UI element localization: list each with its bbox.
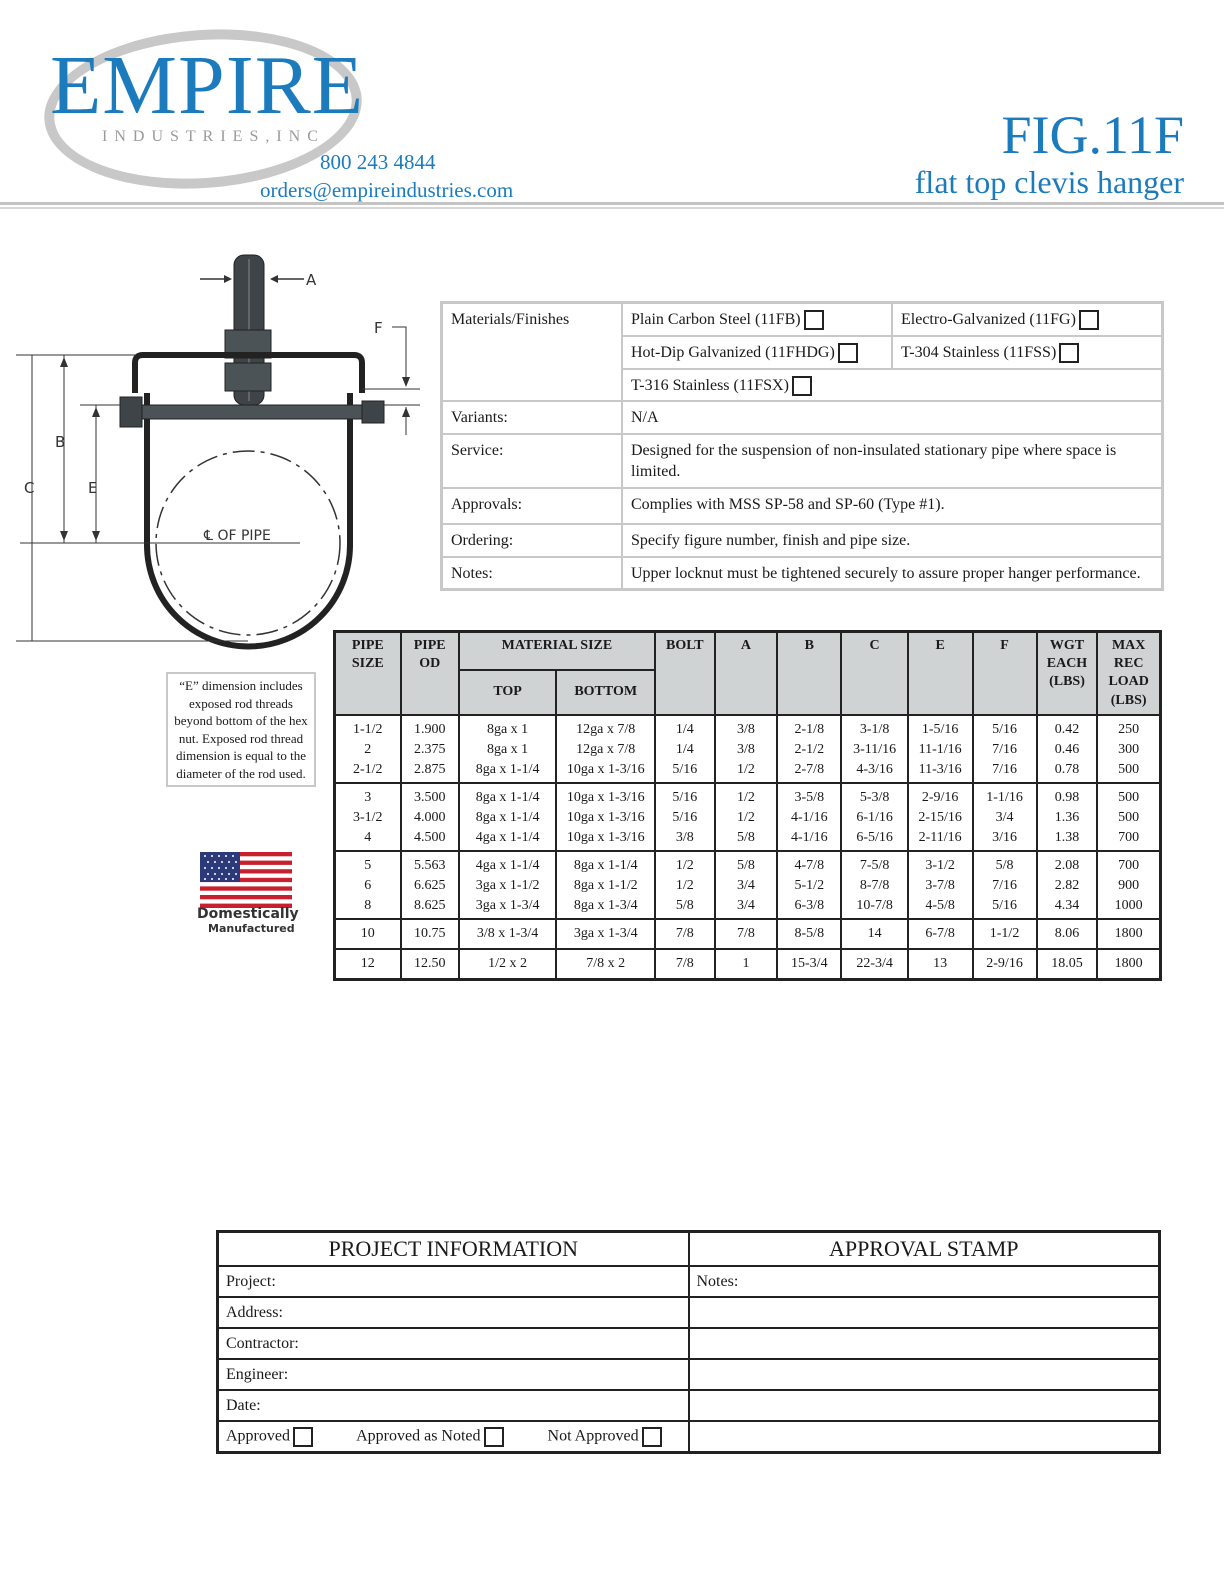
table-cell: 2.82 — [1037, 876, 1098, 896]
hanger-drawing — [0, 215, 440, 655]
table-cell: 12ga x 7/8 — [556, 740, 655, 760]
finish-option[interactable]: Plain Carbon Steel (11FB) — [622, 303, 892, 336]
table-cell: 5/16 — [655, 760, 715, 783]
table-cell: 11-1/16 — [908, 740, 973, 760]
table-cell: 7/8 x 2 — [556, 949, 655, 980]
dim-label-c: C — [24, 479, 35, 497]
table-cell: 8ga x 1-1/4 — [459, 808, 557, 828]
project-info-title: PROJECT INFORMATION — [218, 1232, 689, 1267]
table-cell: 1000 — [1097, 896, 1160, 919]
col-c: C — [841, 632, 907, 715]
table-cell: 2.375 — [401, 740, 459, 760]
col-bottom: BOTTOM — [556, 670, 655, 714]
table-row — [335, 808, 1161, 828]
table-cell: 1.900 — [401, 715, 459, 740]
table-cell: 7/8 — [655, 919, 715, 949]
table-cell: 7-5/8 — [841, 851, 907, 876]
dimensions-table — [333, 630, 1162, 981]
table-cell: 0.46 — [1037, 740, 1098, 760]
table-cell: 10ga x 1-3/16 — [556, 808, 655, 828]
centerline-label: ℄ OF PIPE — [204, 528, 271, 544]
table-cell: 5/16 — [655, 808, 715, 828]
col-b: B — [777, 632, 841, 715]
table-cell: 1800 — [1097, 949, 1160, 980]
table-cell: 4-7/8 — [777, 851, 841, 876]
table-cell: 6 — [335, 876, 401, 896]
table-cell: 500 — [1097, 808, 1160, 828]
approved-label: Approved — [226, 1427, 290, 1445]
table-cell: 2-11/16 — [908, 828, 973, 851]
col-pipe-od: PIPE OD — [401, 632, 459, 715]
table-cell: 7/16 — [973, 740, 1037, 760]
header-divider — [0, 202, 1224, 205]
table-cell: 8 — [335, 896, 401, 919]
date-field[interactable]: Date: — [218, 1390, 689, 1421]
checkbox[interactable] — [792, 376, 812, 396]
table-cell: 10.75 — [401, 919, 459, 949]
table-cell: 700 — [1097, 828, 1160, 851]
table-cell: 8-7/8 — [841, 876, 907, 896]
table-cell: 7/8 — [655, 949, 715, 980]
table-cell: 5/16 — [973, 896, 1037, 919]
table-cell: 1-1/2 — [973, 919, 1037, 949]
service-label: Service: — [442, 434, 623, 488]
table-cell: 6.625 — [401, 876, 459, 896]
not-approved-checkbox[interactable] — [642, 1427, 662, 1447]
table-cell: 8ga x 1-1/4 — [459, 783, 557, 808]
table-cell: 1/2 — [715, 783, 778, 808]
table-cell: 4-1/16 — [777, 828, 841, 851]
stamp-area — [689, 1297, 1160, 1328]
table-cell: 5/8 — [715, 851, 778, 876]
email-link[interactable]: orders@empireindustries.com — [260, 178, 514, 202]
col-f: F — [973, 632, 1037, 715]
table-cell: 8.06 — [1037, 919, 1098, 949]
brand-subtitle: INDUSTRIES,INC — [102, 128, 325, 145]
project-field[interactable]: Project: — [218, 1266, 689, 1297]
table-cell: 3-11/16 — [841, 740, 907, 760]
table-cell: 3ga x 1-3/4 — [459, 896, 557, 919]
table-cell: 3/4 — [715, 876, 778, 896]
table-cell: 3-5/8 — [777, 783, 841, 808]
table-cell: 5/8 — [715, 828, 778, 851]
header-divider-2 — [0, 207, 1224, 209]
table-cell: 5/16 — [655, 783, 715, 808]
table-cell: 8ga x 1 — [459, 715, 557, 740]
table-cell: 2.875 — [401, 760, 459, 783]
table-cell: 1.38 — [1037, 828, 1098, 851]
table-cell: 5-3/8 — [841, 783, 907, 808]
brand-logo: EMPIRE — [50, 39, 365, 132]
table-cell: 2-9/16 — [908, 783, 973, 808]
table-cell: 1-1/2 — [335, 715, 401, 740]
table-cell: 6-3/8 — [777, 896, 841, 919]
table-cell: 8-5/8 — [777, 919, 841, 949]
ordering-label: Ordering: — [442, 524, 623, 557]
table-cell: 10-7/8 — [841, 896, 907, 919]
table-cell: 4ga x 1-1/4 — [459, 851, 557, 876]
notes-field[interactable]: Notes: — [689, 1266, 1160, 1297]
table-cell: 3-1/2 — [908, 851, 973, 876]
dim-label-e: E — [88, 479, 98, 497]
table-cell: 3/16 — [973, 828, 1037, 851]
dimensions-body — [335, 715, 1161, 980]
dim-label-a: A — [306, 271, 317, 289]
table-cell: 1/2 — [655, 876, 715, 896]
checkbox[interactable] — [838, 343, 858, 363]
col-a: A — [715, 632, 778, 715]
table-cell: 3/8 x 1-3/4 — [459, 919, 557, 949]
table-cell: 1/2 — [715, 808, 778, 828]
variants-label: Variants: — [442, 401, 623, 434]
table-cell: 18.05 — [1037, 949, 1098, 980]
checkbox[interactable] — [1079, 310, 1099, 330]
table-cell: 5/8 — [655, 896, 715, 919]
table-cell: 12 — [335, 949, 401, 980]
col-bolt: BOLT — [655, 632, 715, 715]
dim-label-b: B — [55, 433, 66, 451]
table-cell: 6-7/8 — [908, 919, 973, 949]
table-cell: 4-5/8 — [908, 896, 973, 919]
table-cell: 700 — [1097, 851, 1160, 876]
contractor-field[interactable]: Contractor: — [218, 1328, 689, 1359]
table-cell: 6-5/16 — [841, 828, 907, 851]
table-cell: 2-1/2 — [777, 740, 841, 760]
table-row — [335, 760, 1161, 783]
table-cell: 300 — [1097, 740, 1160, 760]
figure-name: flat top clevis hanger — [914, 164, 1184, 200]
domestic-label: Domestically — [197, 906, 299, 922]
table-cell: 3-1/2 — [335, 808, 401, 828]
notes-label: Notes: — [442, 557, 623, 590]
approval-options — [218, 1421, 689, 1453]
table-cell: 900 — [1097, 876, 1160, 896]
table-cell: 7/16 — [973, 760, 1037, 783]
table-cell: 3/4 — [715, 896, 778, 919]
table-cell: 2-1/8 — [777, 715, 841, 740]
table-cell: 0.78 — [1037, 760, 1098, 783]
table-cell: 1/2 x 2 — [459, 949, 557, 980]
materials-label: Materials/Finishes — [442, 303, 623, 402]
table-cell: 10ga x 1-3/16 — [556, 783, 655, 808]
dim-label-f: F — [374, 319, 383, 337]
table-cell: 8.625 — [401, 896, 459, 919]
table-cell: 500 — [1097, 783, 1160, 808]
table-cell: 12ga x 7/8 — [556, 715, 655, 740]
col-weight: WGT EACH (LBS) — [1037, 632, 1098, 715]
table-row — [335, 740, 1161, 760]
col-pipe-size: PIPE SIZE — [335, 632, 401, 715]
table-cell: 5 — [335, 851, 401, 876]
table-cell: 500 — [1097, 760, 1160, 783]
table-row — [335, 949, 1161, 980]
col-material-size: MATERIAL SIZE — [459, 632, 655, 671]
col-top: TOP — [459, 670, 557, 714]
table-cell: 6-1/16 — [841, 808, 907, 828]
table-cell: 3ga x 1-3/4 — [556, 919, 655, 949]
table-cell: 4-1/16 — [777, 808, 841, 828]
table-cell: 8ga x 1-3/4 — [556, 896, 655, 919]
table-row — [335, 783, 1161, 808]
table-cell: 4.34 — [1037, 896, 1098, 919]
table-cell: 3/8 — [655, 828, 715, 851]
table-cell: 5/8 — [973, 851, 1037, 876]
table-row — [335, 896, 1161, 919]
table-cell: 1/2 — [715, 760, 778, 783]
table-cell: 2.08 — [1037, 851, 1098, 876]
variants-value: N/A — [622, 401, 1163, 434]
figure-number: FIG.11F — [1001, 105, 1184, 165]
table-cell: 4 — [335, 828, 401, 851]
engineer-field[interactable]: Engineer: — [218, 1359, 689, 1390]
table-cell: 1/4 — [655, 740, 715, 760]
table-cell: 8ga x 1 — [459, 740, 557, 760]
stamp-area — [689, 1359, 1160, 1390]
checkbox[interactable] — [1059, 343, 1079, 363]
table-row — [335, 919, 1161, 949]
table-cell: 2-7/8 — [777, 760, 841, 783]
address-field[interactable]: Address: — [218, 1297, 689, 1328]
table-cell: 10ga x 1-3/16 — [556, 828, 655, 851]
table-cell: 2-15/16 — [908, 808, 973, 828]
table-cell: 8ga x 1-1/4 — [556, 851, 655, 876]
table-cell: 1/2 — [655, 851, 715, 876]
table-row — [335, 876, 1161, 896]
table-cell: 3ga x 1-1/2 — [459, 876, 557, 896]
table-cell: 1-5/16 — [908, 715, 973, 740]
ordering-value: Specify figure number, finish and pipe size. — [622, 524, 1163, 557]
table-cell: 8ga x 1-1/2 — [556, 876, 655, 896]
table-cell: 14 — [841, 919, 907, 949]
e-dimension-note: “E” dimension includes exposed rod threads beyond bottom of the hex nut. Exposed rod thread dimension is equal to the diameter of the rod used. — [166, 672, 316, 787]
us-flag-icon — [200, 852, 292, 908]
table-cell: 4.000 — [401, 808, 459, 828]
table-cell: 10 — [335, 919, 401, 949]
table-cell: 3-7/8 — [908, 876, 973, 896]
table-cell: 3-1/8 — [841, 715, 907, 740]
table-cell: 2 — [335, 740, 401, 760]
col-e: E — [908, 632, 973, 715]
table-row — [335, 828, 1161, 851]
approvals-value: Complies with MSS SP-58 and SP-60 (Type #1). — [622, 488, 1163, 524]
table-cell: 3/4 — [973, 808, 1037, 828]
table-cell: 22-3/4 — [841, 949, 907, 980]
stamp-area — [689, 1328, 1160, 1359]
manufactured-label: Manufactured — [208, 922, 295, 935]
approval-stamp-title: APPROVAL STAMP — [689, 1232, 1160, 1267]
finish-option[interactable]: T-316 Stainless (11FSX) — [622, 369, 1163, 402]
approvals-label: Approvals: — [442, 488, 623, 524]
phone-number: 800 243 4844 — [320, 150, 436, 174]
table-row — [335, 715, 1161, 740]
table-cell: 13 — [908, 949, 973, 980]
project-info-table — [216, 1230, 1161, 1454]
approved-noted-checkbox[interactable] — [484, 1427, 504, 1447]
approved-checkbox[interactable] — [293, 1427, 313, 1447]
table-cell: 1800 — [1097, 919, 1160, 949]
table-cell: 1.36 — [1037, 808, 1098, 828]
table-cell: 3/8 — [715, 715, 778, 740]
table-cell: 4ga x 1-1/4 — [459, 828, 557, 851]
table-cell: 250 — [1097, 715, 1160, 740]
table-cell: 4.500 — [401, 828, 459, 851]
notes-value: Upper locknut must be tightened securely to assure proper hanger performance. — [622, 557, 1163, 590]
table-cell: 5-1/2 — [777, 876, 841, 896]
col-max-load: MAX REC LOAD (LBS) — [1097, 632, 1160, 715]
not-approved-label: Not Approved — [547, 1427, 639, 1445]
specs-table — [440, 301, 1164, 591]
finish-option[interactable]: Hot-Dip Galvanized (11FHDG) — [622, 336, 892, 369]
table-cell: 3 — [335, 783, 401, 808]
finish-option[interactable]: T-304 Stainless (11FSS) — [892, 336, 1163, 369]
table-cell: 1/4 — [655, 715, 715, 740]
table-cell: 11-3/16 — [908, 760, 973, 783]
table-cell: 1-1/16 — [973, 783, 1037, 808]
table-cell: 7/8 — [715, 919, 778, 949]
table-cell: 15-3/4 — [777, 949, 841, 980]
stamp-area — [689, 1421, 1160, 1453]
approved-noted-label: Approved as Noted — [356, 1427, 481, 1445]
table-cell: 3/8 — [715, 740, 778, 760]
table-cell: 4-3/16 — [841, 760, 907, 783]
table-cell: 5.563 — [401, 851, 459, 876]
table-cell: 0.98 — [1037, 783, 1098, 808]
service-value: Designed for the suspension of non-insulated stationary pipe where space is limited. — [622, 434, 1163, 488]
table-cell: 5/16 — [973, 715, 1037, 740]
table-cell: 3.500 — [401, 783, 459, 808]
table-cell: 2-1/2 — [335, 760, 401, 783]
table-row — [335, 851, 1161, 876]
finish-option[interactable]: Electro-Galvanized (11FG) — [892, 303, 1163, 336]
table-cell: 2-9/16 — [973, 949, 1037, 980]
checkbox[interactable] — [804, 310, 824, 330]
table-cell: 8ga x 1-1/4 — [459, 760, 557, 783]
table-cell: 12.50 — [401, 949, 459, 980]
table-cell: 10ga x 1-3/16 — [556, 760, 655, 783]
table-cell: 1 — [715, 949, 778, 980]
table-cell: 0.42 — [1037, 715, 1098, 740]
stamp-area — [689, 1390, 1160, 1421]
table-cell: 7/16 — [973, 876, 1037, 896]
